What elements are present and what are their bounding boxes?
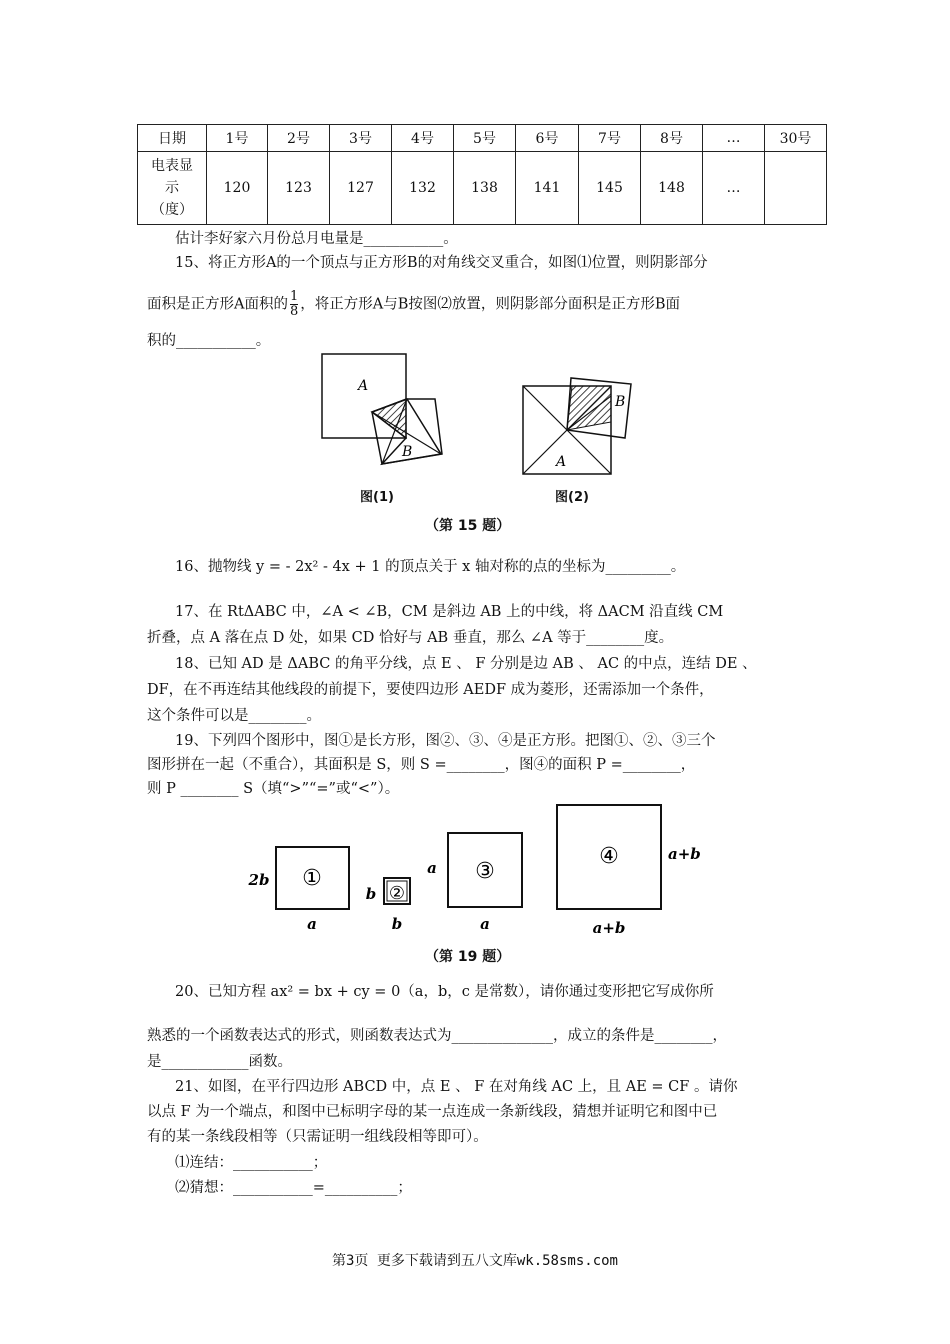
label-a: A	[556, 454, 567, 470]
q20-line-3: 是____________函数。	[147, 1054, 292, 1070]
shape-3-mark: ③	[475, 859, 495, 884]
q16-line: 16、抛物线 y = - 2x² - 4x + 1 的顶点关于 x 轴对称的点的坐标为_________。	[175, 559, 686, 575]
q14-answer-line: 估计李好家六月份总月电量是___________。	[175, 231, 458, 247]
shape-2-square	[366, 878, 410, 933]
shape-1-rectangle	[248, 847, 349, 933]
q20-line-2: 熟悉的一个函数表达式的形式，则函数表达式为______________，成立的条件是________，	[147, 1028, 727, 1044]
table-cell: 8号	[641, 125, 703, 152]
table-cell: 30号	[765, 125, 827, 152]
q15-line-3: 积的___________。	[147, 333, 271, 349]
label-b: B	[615, 394, 626, 410]
q21-line-1: 21、如图，在平行四边形 ABCD 中，点 E 、 F 在对角线 AC 上，且 AE = CF 。请你	[175, 1079, 738, 1095]
q21-line-5: ⑵猜想：___________=__________；	[175, 1180, 412, 1196]
shape-3-side: a	[427, 859, 437, 877]
figure-15-2	[522, 376, 640, 476]
q18-line-2: DF，在不再连结其他线段的前提下，要使四边形 AEDF 成为菱形，还需添加一个条件，	[147, 682, 714, 698]
shape-2-mark: ②	[388, 883, 406, 904]
fraction	[290, 290, 298, 319]
shape-4-square	[557, 805, 701, 937]
shape-3-square	[427, 833, 522, 933]
table-cell: 145	[579, 152, 641, 225]
table-cell: 5号	[454, 125, 516, 152]
table-cell: 4号	[392, 125, 454, 152]
shape-4-bottom: a+b	[592, 919, 626, 937]
table-cell: 日期	[138, 125, 207, 152]
q18-line-1: 18、已知 AD 是 ΔABC 的角平分线，点 E 、 F 分别是边 AB 、 AC 的中点，连结 DE 、	[175, 656, 757, 672]
q19-line-1: 19、下列四个图形中，图①是长方形，图②、③、④是正方形。把图①、②、③三个	[175, 733, 716, 749]
table-cell: 3号	[330, 125, 392, 152]
q21-line-2: 以点 F 为一个端点，和图中已标明字母的某一点连成一条新线段，猜想并证明它和图中已	[147, 1104, 718, 1120]
label-a: A	[358, 378, 369, 394]
table-cell: 120	[207, 152, 268, 225]
fraction-numerator: 1	[289, 289, 299, 304]
page-footer: 第3页 更多下载请到五八文库wk.58sms.com	[331, 1253, 618, 1269]
table-cell: 123	[268, 152, 330, 225]
q15-line-2	[147, 290, 680, 319]
table-cell: 1号	[207, 125, 268, 152]
shape-4-mark: ④	[599, 844, 619, 869]
row-label-line: （度）	[151, 202, 193, 218]
fraction-denominator: 8	[289, 304, 299, 319]
shape-1-side: 2b	[248, 871, 270, 889]
q15-text-a: 面积是正方形A面积的	[147, 296, 288, 313]
table-cell: 127	[330, 152, 392, 225]
shape-4-side: a+b	[668, 845, 701, 863]
q17-line-1: 17、在 RtΔABC 中，∠A < ∠B，CM 是斜边 AB 上的中线，将 ΔACM 沿直线 CM	[175, 604, 724, 620]
table-cell: …	[703, 125, 765, 152]
table-cell: 6号	[516, 125, 579, 152]
row-label-line: 电表显	[151, 158, 193, 174]
table-header-row	[138, 125, 827, 152]
table-cell	[765, 152, 827, 225]
table-cell: 148	[641, 152, 703, 225]
table-row-label	[138, 152, 207, 225]
table-cell: 2号	[268, 125, 330, 152]
q19-line-3: 则 P ________ S（填“>”“=”或“<”）。	[147, 781, 400, 797]
q20-line-1: 20、已知方程 ax² = bx + cy = 0（a，b，c 是常数），请你通过变形把它写成你所	[175, 984, 714, 1000]
fig15-2-label: 图(2)	[555, 490, 589, 505]
table-cell: 7号	[579, 125, 641, 152]
table-cell: 141	[516, 152, 579, 225]
shape-2-side: b	[365, 885, 377, 903]
shape-1-mark: ①	[302, 866, 322, 891]
table-cell: …	[703, 152, 765, 225]
figure-15-1	[320, 352, 450, 482]
table-cell: 132	[392, 152, 454, 225]
figure-19	[245, 803, 715, 938]
table-cell: 138	[454, 152, 516, 225]
q21-line-3: 有的某一条线段相等（只需证明一组线段相等即可）。	[147, 1129, 488, 1145]
fig15-1-label: 图(1)	[360, 490, 394, 505]
shape-1-bottom: a	[307, 915, 317, 933]
q15-text-b: ，将正方形A与B按图⑵放置，则阴影部分面积是正方形B面	[300, 296, 681, 313]
q15-caption: （第 15 题）	[425, 518, 511, 534]
q19-caption: （第 19 题）	[425, 949, 511, 965]
q19-line-2: 图形拼在一起（不重合），其面积是 S，则 S =________，图④的面积 P =________，	[147, 757, 696, 773]
shape-2-bottom: b	[391, 915, 403, 933]
q18-line-3: 这个条件可以是________。	[147, 708, 321, 724]
row-label-line: 示	[165, 180, 179, 196]
table-row	[138, 152, 827, 225]
q15-line-1: 15、将正方形A的一个顶点与正方形B的对角线交叉重合，如图⑴位置，则阴影部分	[175, 255, 708, 271]
label-b: B	[402, 444, 413, 460]
q21-line-4: ⑴连结：___________；	[175, 1155, 328, 1171]
meter-reading-table	[137, 124, 827, 225]
shape-3-bottom: a	[480, 915, 490, 933]
q17-line-2: 折叠，点 A 落在点 D 处，如果 CD 恰好与 AB 垂直，那么 ∠A 等于________度。	[147, 630, 674, 646]
